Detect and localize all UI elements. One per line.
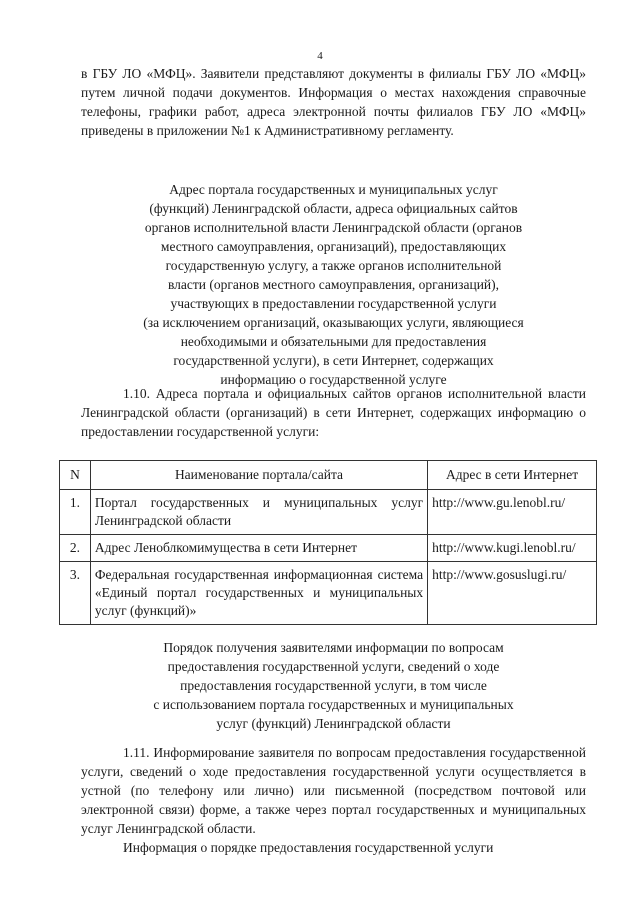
column-header-site-name: Наименование портала/сайта: [90, 461, 427, 490]
row-number: 3.: [60, 562, 91, 625]
site-url[interactable]: http://www.gosuslugi.ru/: [428, 562, 597, 625]
site-name: Адрес Леноблкомимущества в сети Интернет: [90, 535, 427, 562]
section-heading-information-procedure: [81, 638, 586, 733]
heading-line: (функций) Ленинградской области, адреса официальных сайтов: [149, 201, 518, 216]
site-url[interactable]: http://www.kugi.lenobl.ru/: [428, 535, 597, 562]
section-1-11-paragraph: 1.11. Информирование заявителя по вопросам предоставления государственной услуги, сведений о ходе предоставления государственной услуги осуществляется в устной (по телефону или лично) или письменной (посредством почтовой или электронной связи) форме, а также через портал государственных и муниципальных услуг Ленинградской области.: [81, 745, 586, 836]
heading-line: информацию о государственной услуге: [220, 372, 447, 387]
page-number: 4: [317, 50, 323, 62]
table-row: [60, 562, 597, 625]
heading-line: услуг (функций) Ленинградской области: [216, 716, 451, 731]
heading-line: Порядок получения заявителями информации по вопросам: [163, 640, 504, 655]
row-number: 1.: [60, 490, 91, 535]
heading-line: участвующих в предоставлении государственной услуги: [170, 296, 497, 311]
section-1-11-continuation: Информация о порядке предоставления государственной услуги: [123, 840, 494, 855]
heading-line: государственной услуги), в сети Интернет, содержащих: [173, 353, 494, 368]
table-row: [60, 490, 597, 535]
heading-line: органов исполнительной власти Ленинградской области (органов: [144, 220, 523, 235]
heading-line: (за исключением организаций, оказывающих услуги, являющиеся: [143, 315, 524, 330]
site-url[interactable]: http://www.gu.lenobl.ru/: [428, 490, 597, 535]
table-row: [60, 535, 597, 562]
heading-line: местного самоуправления, организаций), предоставляющих: [160, 239, 507, 254]
section-1-10-paragraph: 1.10. Адреса портала и официальных сайтов органов исполнительной власти Ленинградской области (организаций) в сети Интернет, содержащих информацию о предоставлении государственной услуги:: [81, 386, 586, 439]
heading-line: предоставления государственной услуги, в том числе: [180, 678, 487, 693]
heading-line: с использованием портала государственных и муниципальных: [153, 697, 514, 712]
column-header-number: N: [60, 461, 91, 490]
heading-line: Адрес портала государственных и муниципальных услуг: [169, 182, 498, 197]
section-heading-portal-addresses: [81, 180, 586, 389]
intro-paragraph: в ГБУ ЛО «МФЦ». Заявители представляют документы в филиалы ГБУ ЛО «МФЦ» путем личной подачи документов. Информация о местах нахождения справочные телефоны, графики работ, адреса электронной почты филиалов ГБУ ЛО «МФЦ» приведены в приложении №1 к Административному регламенту.: [81, 66, 586, 138]
heading-line: государственную услугу, а также органов исполнительной: [165, 258, 502, 273]
heading-line: предоставления государственной услуги, сведений о ходе: [167, 659, 500, 674]
site-name: Портал государственных и муниципальных услуг Ленинградской области: [90, 490, 427, 535]
portal-sites-table: [59, 460, 597, 625]
row-number: 2.: [60, 535, 91, 562]
table-header-row: [60, 461, 597, 490]
heading-line: власти (органов местного самоуправления, организаций),: [167, 277, 500, 292]
column-header-address: Адрес в сети Интернет: [428, 461, 597, 490]
site-name: Федеральная государственная информационная система «Единый портал государственных и муниципальных услуг (функций)»: [90, 562, 427, 625]
heading-line: необходимыми и обязательными для предоставления: [180, 334, 487, 349]
